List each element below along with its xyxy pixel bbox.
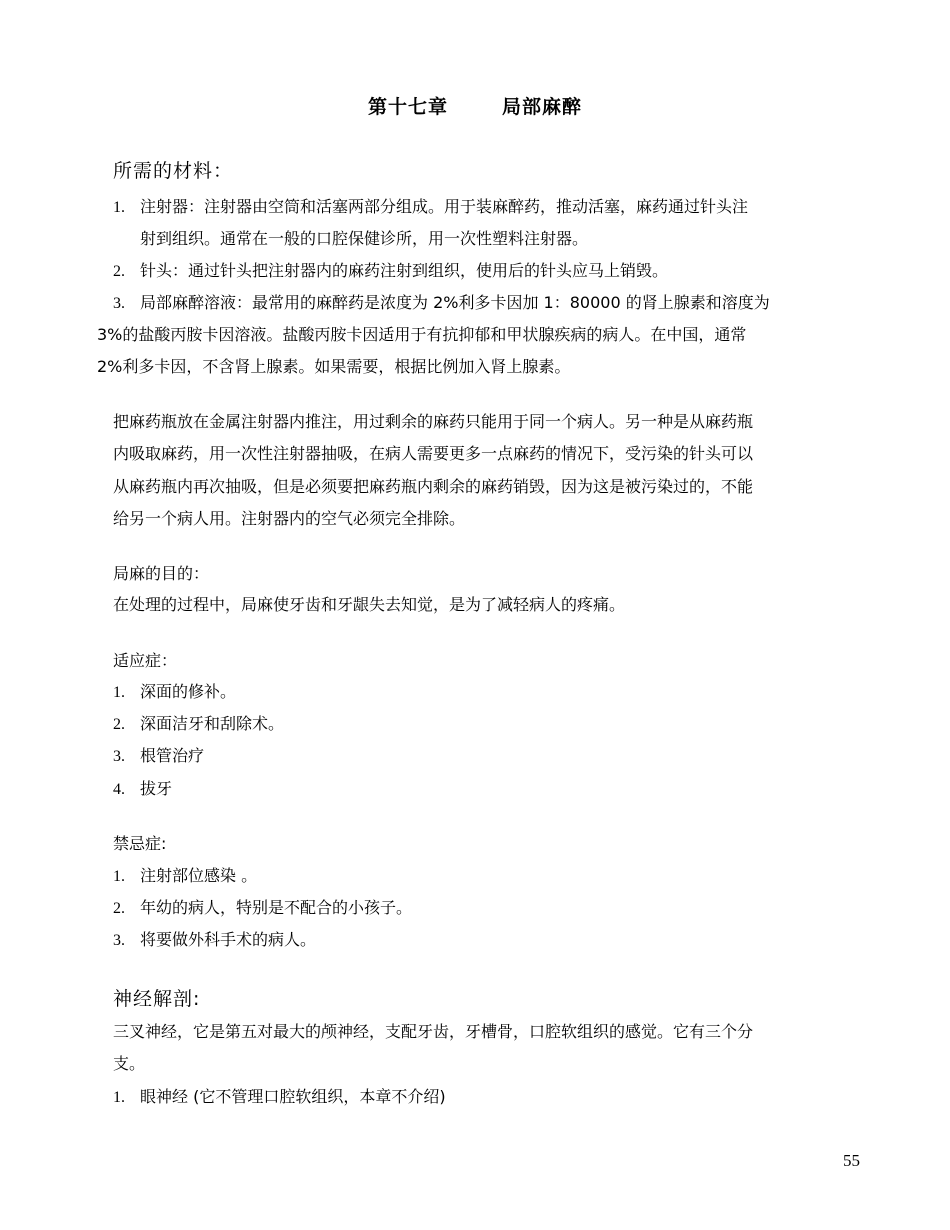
- materials-item-3-cont-1: 3%的盐酸丙胺卡因溶液。盐酸丙胺卡因适用于有抗抑郁和甲状腺疾病的病人。在中国，通常: [97, 325, 747, 344]
- list-text: 针头：通过针头把注射器内的麻药注射到组织，使用后的针头应马上销毁。: [140, 261, 669, 280]
- nerve-text-line-2: 支。: [113, 1054, 146, 1073]
- paragraph-line-1: 把麻药瓶放在金属注射器内推注，用过剩余的麻药只能用于同一个病人。另一种是从麻药瓶: [113, 412, 754, 431]
- list-text: 拔牙: [140, 779, 173, 798]
- list-number: 2.: [113, 263, 125, 280]
- purpose-text: 在处理的过程中，局麻使牙齿和牙龈失去知觉，是为了减轻病人的疼痛。: [113, 595, 626, 614]
- page-number: 55: [843, 1151, 860, 1170]
- chapter-number: 第十七章: [367, 96, 448, 118]
- list-text: 眼神经 (它不管理口腔软组织，本章不介绍): [140, 1087, 446, 1106]
- paragraph-line-4: 给另一个病人用。注射器内的空气必须完全排除。: [113, 509, 466, 528]
- materials-item-2: [113, 260, 668, 283]
- indications-heading: 适应症：: [113, 651, 178, 670]
- list-number: 1.: [113, 1089, 125, 1106]
- list-number: 3.: [113, 932, 125, 949]
- list-text: 注射部位感染 。: [140, 866, 258, 885]
- list-number: 3.: [113, 748, 125, 765]
- purpose-heading: 局麻的目的：: [113, 564, 210, 583]
- indication-item: [113, 713, 284, 736]
- materials-heading: 所需的材料：: [113, 160, 234, 182]
- materials-item-3-cont-2: 2%利多卡因，不含肾上腺素。如果需要，根据比例加入肾上腺素。: [97, 357, 571, 376]
- indication-item: [113, 778, 172, 801]
- list-number: 1.: [113, 868, 125, 885]
- list-text: 注射器：注射器由空筒和活塞两部分组成。用于装麻醉药，推动活塞，麻药通过针头注: [140, 197, 749, 216]
- contraindication-item: [113, 865, 257, 888]
- materials-item-1: [113, 196, 748, 219]
- list-text: 局部麻醉溶液：最常用的麻醉药是浓度为 2%利多卡因加 1：80000 的肾上腺素和溶度为: [140, 293, 770, 312]
- indication-item: [113, 745, 204, 768]
- list-number: 3.: [113, 295, 125, 312]
- paragraph-line-2: 内吸取麻药，用一次性注射器抽吸，在病人需要更多一点麻药的情况下，受污染的针头可以: [113, 444, 754, 463]
- nerve-item: [113, 1086, 446, 1109]
- materials-item-1-cont: 射到组织。通常在一般的口腔保健诊所，用一次性塑料注射器。: [140, 229, 589, 248]
- contraindication-item: [113, 929, 316, 952]
- chapter-title: [0, 92, 950, 119]
- materials-item-3: [113, 292, 770, 315]
- indication-item: [113, 681, 236, 704]
- chapter-name: 局部麻醉: [502, 96, 583, 118]
- contraindication-item: [113, 897, 412, 920]
- list-number: 4.: [113, 781, 125, 798]
- list-text: 年幼的病人，特别是不配合的小孩子。: [140, 898, 413, 917]
- list-number: 1.: [113, 199, 125, 216]
- list-number: 2.: [113, 716, 125, 733]
- nerve-text-line-1: 三叉神经，它是第五对最大的颅神经，支配牙齿，牙槽骨，口腔软组织的感觉。它有三个分: [113, 1022, 754, 1041]
- paragraph-line-3: 从麻药瓶内再次抽吸，但是必须要把麻药瓶内剩余的麻药销毁，因为这是被污染过的，不能: [113, 477, 754, 496]
- list-text: 深面的修补。: [140, 682, 237, 701]
- list-number: 1.: [113, 684, 125, 701]
- list-text: 将要做外科手术的病人。: [140, 930, 317, 949]
- nerve-heading: 神经解剖:: [113, 988, 201, 1010]
- list-text: 根管治疗: [140, 746, 205, 765]
- list-number: 2.: [113, 900, 125, 917]
- list-text: 深面洁牙和刮除术。: [140, 714, 285, 733]
- contraindications-heading: 禁忌症:: [113, 834, 167, 853]
